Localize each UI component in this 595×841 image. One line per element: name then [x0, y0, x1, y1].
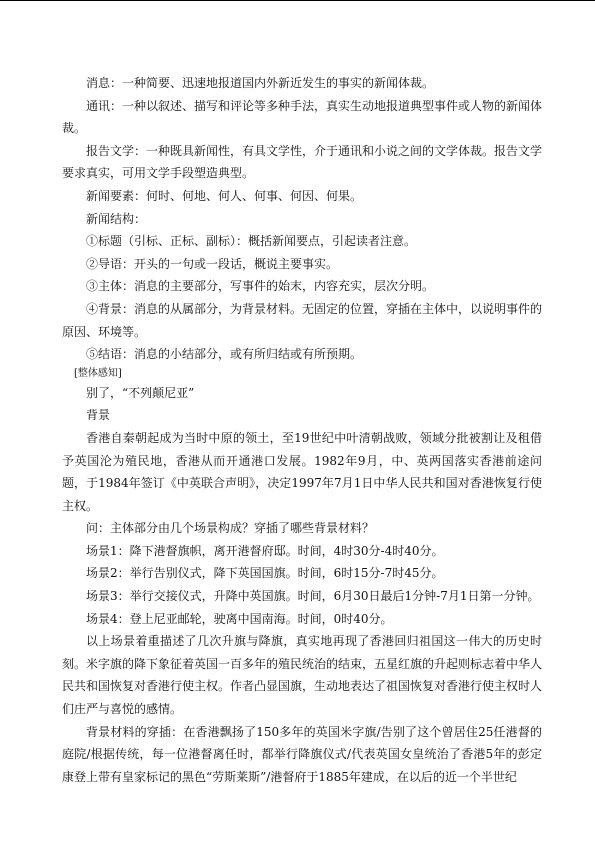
paragraph-scene-2: 场景2：举行告别仪式，降下英国国旗。时间，6时15分-7时45分。	[86, 566, 444, 581]
paragraph-news-elements: 新闻要素：何时、何地、何人、何事、何因、何果。	[86, 188, 363, 203]
paragraph-news-structure: 新闻结构：	[86, 211, 147, 226]
paragraph-structure-title: ①标题（引标、正标、副标）：概括新闻要点，引起读者注意。	[86, 234, 417, 249]
paragraph-scene-analysis: 以上场景着重描述了几次升旗与降旗，真实地再现了香港回归祖国这一伟大的历史时刻。米字旗的降下象征着英国一百多年的殖民统治的结束，五星红旗的升起则标志着中华人民共和国恢复对香港行使主权。作者凸显国旗，生动地表达了祖国恢复对香港行使主权时人们庄严与喜悦的感情。	[62, 634, 543, 717]
section-tag-overall: [整体感知]	[74, 367, 122, 379]
paragraph-reportage-definition: 报告文学：一种既具新闻性，有具文学性，介于通讯和小说之间的文学体裁。报告文学要求真实，可用文学手段塑造典型。	[62, 143, 543, 181]
paragraph-news-definition: 消息：一种简要、迅速地报道国内外新近发生的事实的新闻体裁。	[86, 76, 435, 90]
paragraph-scene-1: 场景1：降下港督旗帜，离开港督府邸。时间，4时30分-4时40分。	[86, 543, 444, 558]
article-title: 别了，“不列颠尼亚”	[86, 385, 195, 400]
paragraph-structure-background: ④背景：消息的从属部分，为背景材料。无固定的位置，穿插在主体中，以说明事件的原因、环境等。	[62, 301, 543, 339]
paragraph-structure-lead: ②导语：开头的一句或一段话，概说主要事实。	[86, 256, 339, 271]
paragraph-scene-3: 场景3：举行交接仪式，升降中英国旗。时间，6月30日最后1分钟-7月1日第一分钟。	[86, 589, 540, 604]
paragraph-structure-ending: ⑤结语：消息的小结部分，或有所归结或有所预期。	[86, 347, 363, 362]
paragraph-question: 问：主体部分由几个场景构成？穿插了哪些背景材料？	[86, 521, 375, 536]
document-body	[62, 72, 542, 788]
paragraph-scene-4: 场景4：登上尼亚邮轮，驶离中国南海。时间，0时40分。	[86, 611, 393, 626]
paragraph-structure-body: ③主体：消息的主要部分，写事件的始末，内容充实，层次分明。	[86, 279, 435, 294]
paragraph-report-definition: 通讯：一种以叙述、描写和评论等多种手法，真实生动地报道典型事件或人物的新闻体裁。	[62, 98, 543, 136]
paragraph-background-materials: 背景材料的穿插：在香港飘扬了150多年的英国米字旗/告别了这个曾居住25任港督的庭院/根据传统，每一位港督离任时，都举行降旗仪式/代表英国女皇统治了香港5年的彭定康登上带有皇家标记的黑色“劳斯莱斯”/港督府于1885年建成，在以后的近一个半世纪	[62, 724, 542, 784]
section-heading-background: 背景	[86, 408, 111, 423]
top-rule	[0, 0, 595, 1]
paragraph-hongkong-history: 香港自秦朝起成为当时中原的领土，至19世纪中叶清朝战败，领域分批被割让及租借予英国沦为殖民地，香港从而开通港口发展。1982年9月，中、英两国落实香港前途问题，于1984年签订《中英联合声明》，决定1997年7月1日中华人民共和国对香港恢复行使主权。	[62, 430, 542, 513]
